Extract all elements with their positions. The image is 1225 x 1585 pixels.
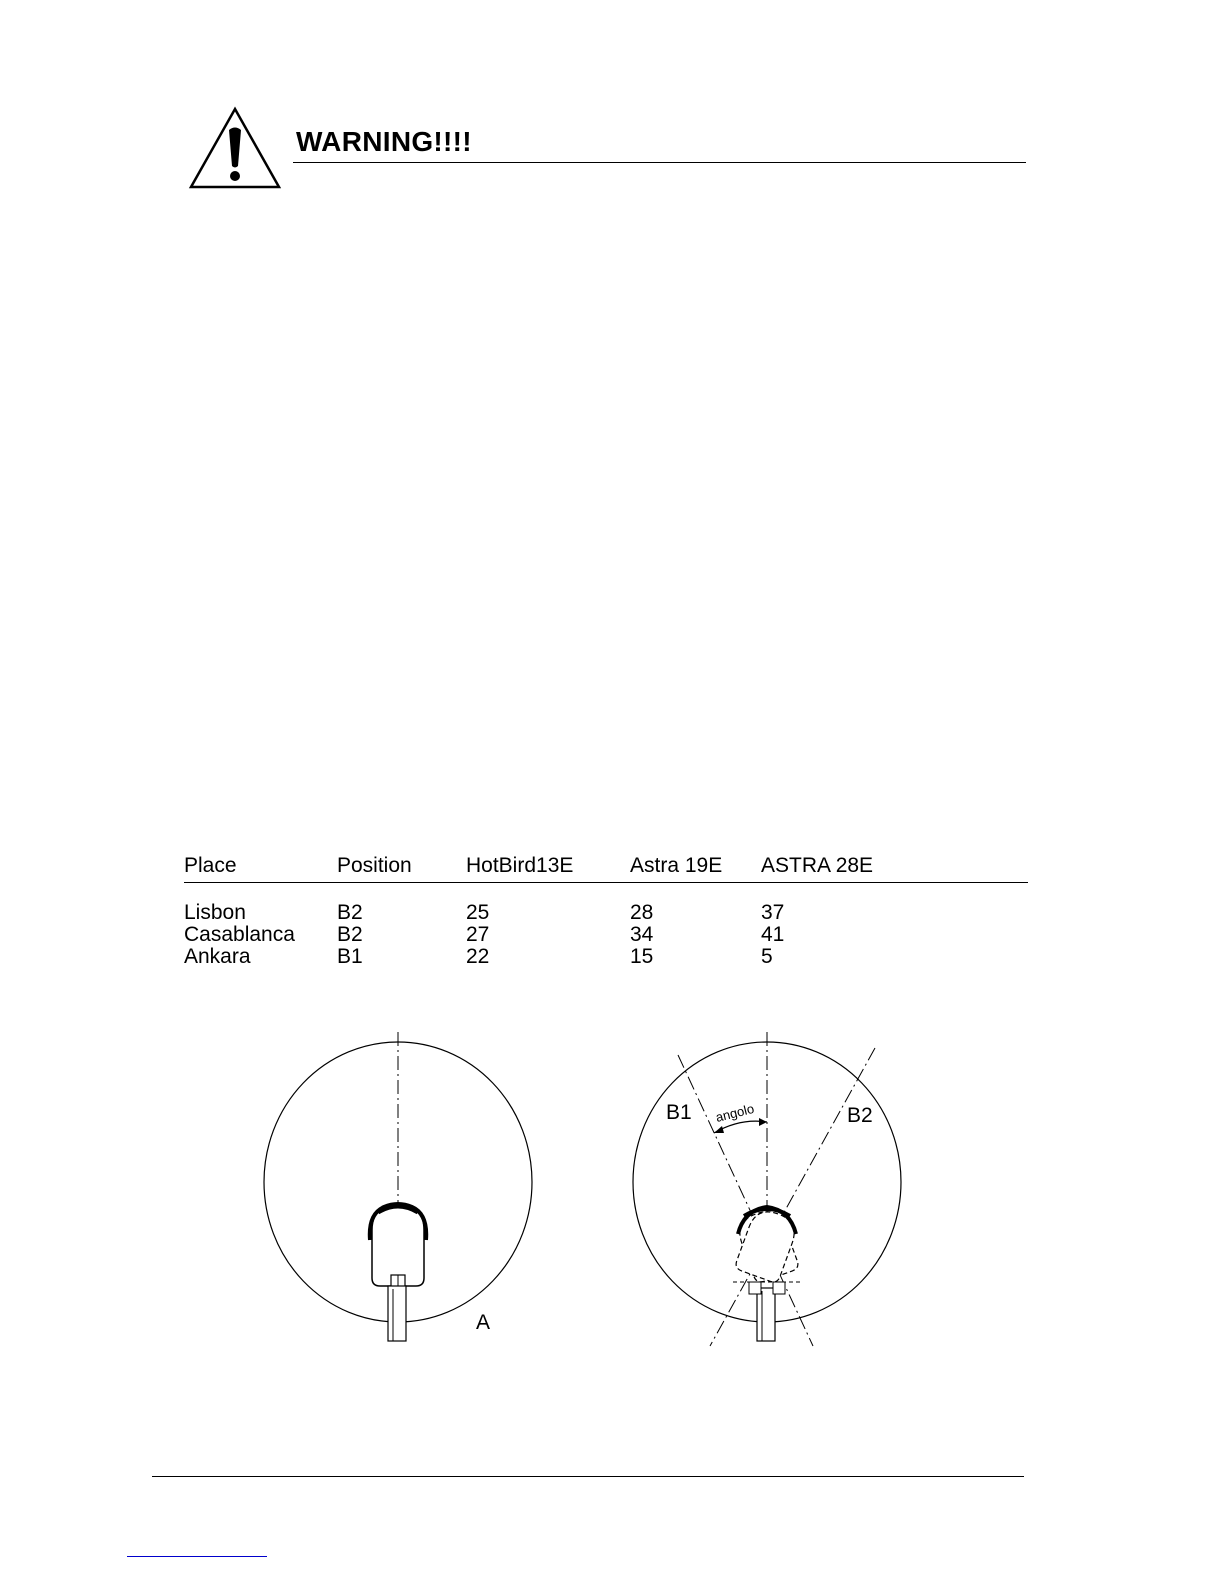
cell-position: B2 (337, 901, 363, 924)
cell-place: Lisbon (184, 901, 246, 924)
warning-title: WARNING!!!! (296, 126, 472, 157)
table-row (184, 924, 1028, 946)
cell-position: B2 (337, 923, 363, 946)
header-astra19: Astra 19E (630, 854, 723, 877)
cell-astra28: 37 (761, 901, 785, 924)
header-place: Place (184, 854, 237, 877)
table-header-divider (184, 882, 1028, 883)
cell-position: B1 (337, 945, 363, 968)
dish-a-label: A (476, 1311, 491, 1334)
table-header-row (184, 855, 1028, 882)
dish-b (633, 1032, 901, 1346)
warning-triangle-icon (188, 106, 282, 190)
dish-b-label-b2: B2 (847, 1104, 873, 1127)
cell-hotbird: 22 (466, 945, 490, 968)
cell-astra28: 41 (761, 923, 785, 946)
cell-astra28: 5 (761, 945, 773, 968)
cell-astra19: 28 (630, 901, 654, 924)
cell-place: Casablanca (184, 923, 295, 946)
dish-b-lnb (733, 1206, 801, 1284)
dish-a-lnb (370, 1204, 426, 1289)
warning-header (188, 106, 1026, 190)
warning-divider (293, 162, 1026, 163)
elevation-table (184, 855, 1028, 968)
cell-astra19: 15 (630, 945, 654, 968)
cell-astra19: 34 (630, 923, 654, 946)
footer-divider (152, 1476, 1024, 1477)
cell-hotbird: 27 (466, 923, 490, 946)
dish-b-label-b1: B1 (666, 1101, 692, 1124)
dish-b-angle-label: angolo (714, 1100, 756, 1125)
cell-place: Ankara (184, 945, 251, 968)
header-hotbird: HotBird13E (466, 854, 574, 877)
footer-link-underline[interactable] (127, 1556, 267, 1557)
dish-a (264, 1032, 532, 1341)
header-astra28: ASTRA 28E (761, 854, 874, 877)
table-row (184, 946, 1028, 968)
dish-b-arm (757, 1288, 775, 1341)
dish-diagram (250, 1030, 930, 1352)
dish-a-arm (388, 1286, 406, 1341)
header-position: Position (337, 854, 412, 877)
cell-hotbird: 25 (466, 901, 490, 924)
dish-diagram-svg (250, 1030, 930, 1352)
table-row (184, 902, 1028, 924)
